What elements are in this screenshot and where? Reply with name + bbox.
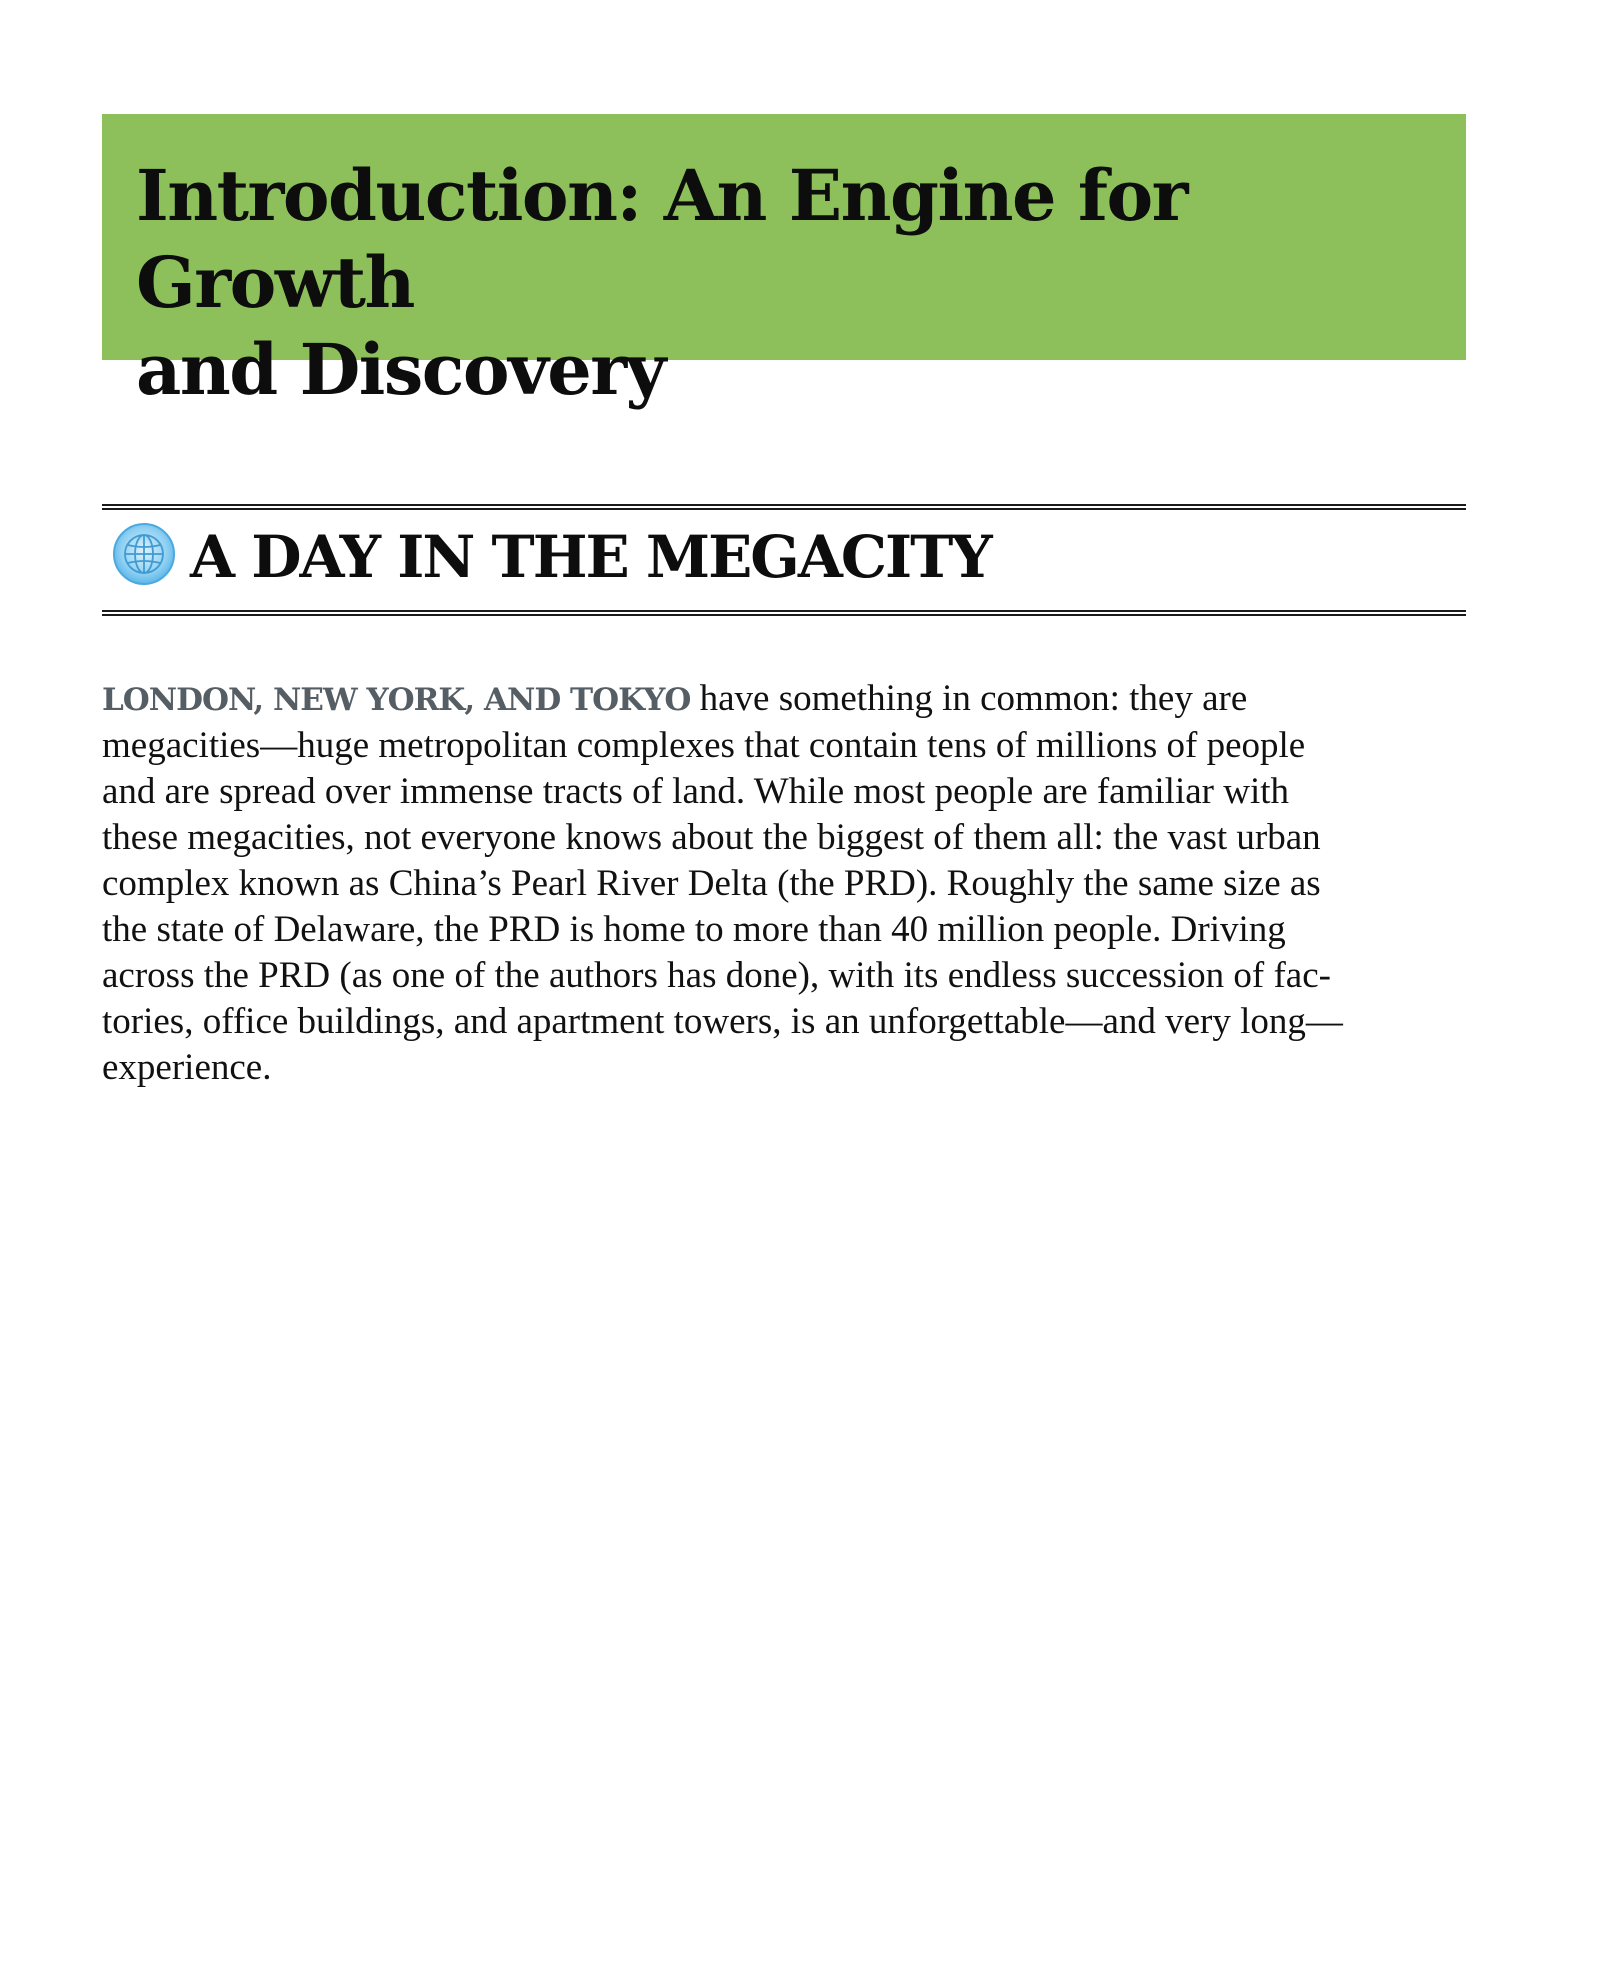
body-line-1 <box>102 676 1468 723</box>
chapter-banner <box>102 114 1466 411</box>
body-line-5: complex known as China’s Pearl River Delta (the PRD). Roughly the same size as <box>102 863 1321 904</box>
body-line-2: megacities—huge metropolitan complexes that contain tens of millions of people <box>102 725 1306 766</box>
body-line-1-text: have something in common: they are <box>690 678 1248 719</box>
globe-icon <box>112 522 176 586</box>
chapter-title <box>136 152 1432 413</box>
chapter-title-line-2: and Discovery <box>136 328 665 411</box>
section-title: A DAY IN THE MEGACITY <box>190 523 991 591</box>
body-line-6: the state of Delaware, the PRD is home to more than 40 million people. Driving <box>102 909 1286 950</box>
section-header <box>102 504 1466 618</box>
body-line-7: across the PRD (as one of the authors has done), with its endless succession of fac- <box>102 955 1331 996</box>
body-line-8: tories, office buildings, and apartment towers, is an unforgettable—and very long— <box>102 1001 1343 1042</box>
body-line-9: experience. <box>102 1047 272 1088</box>
chapter-title-line-1: Introduction: An Engine for Growth <box>136 154 1188 324</box>
section-bottom-rule <box>102 610 1466 616</box>
body-line-4: these megacities, not everyone knows about the biggest of them all: the vast urban <box>102 817 1321 858</box>
body-line-3: and are spread over immense tracts of land. While most people are familiar with <box>102 771 1289 812</box>
section-top-rule <box>102 504 1466 510</box>
body-paragraph <box>102 676 1468 1091</box>
lead-in-text: LONDON, NEW YORK, AND TOKYO <box>102 682 691 718</box>
